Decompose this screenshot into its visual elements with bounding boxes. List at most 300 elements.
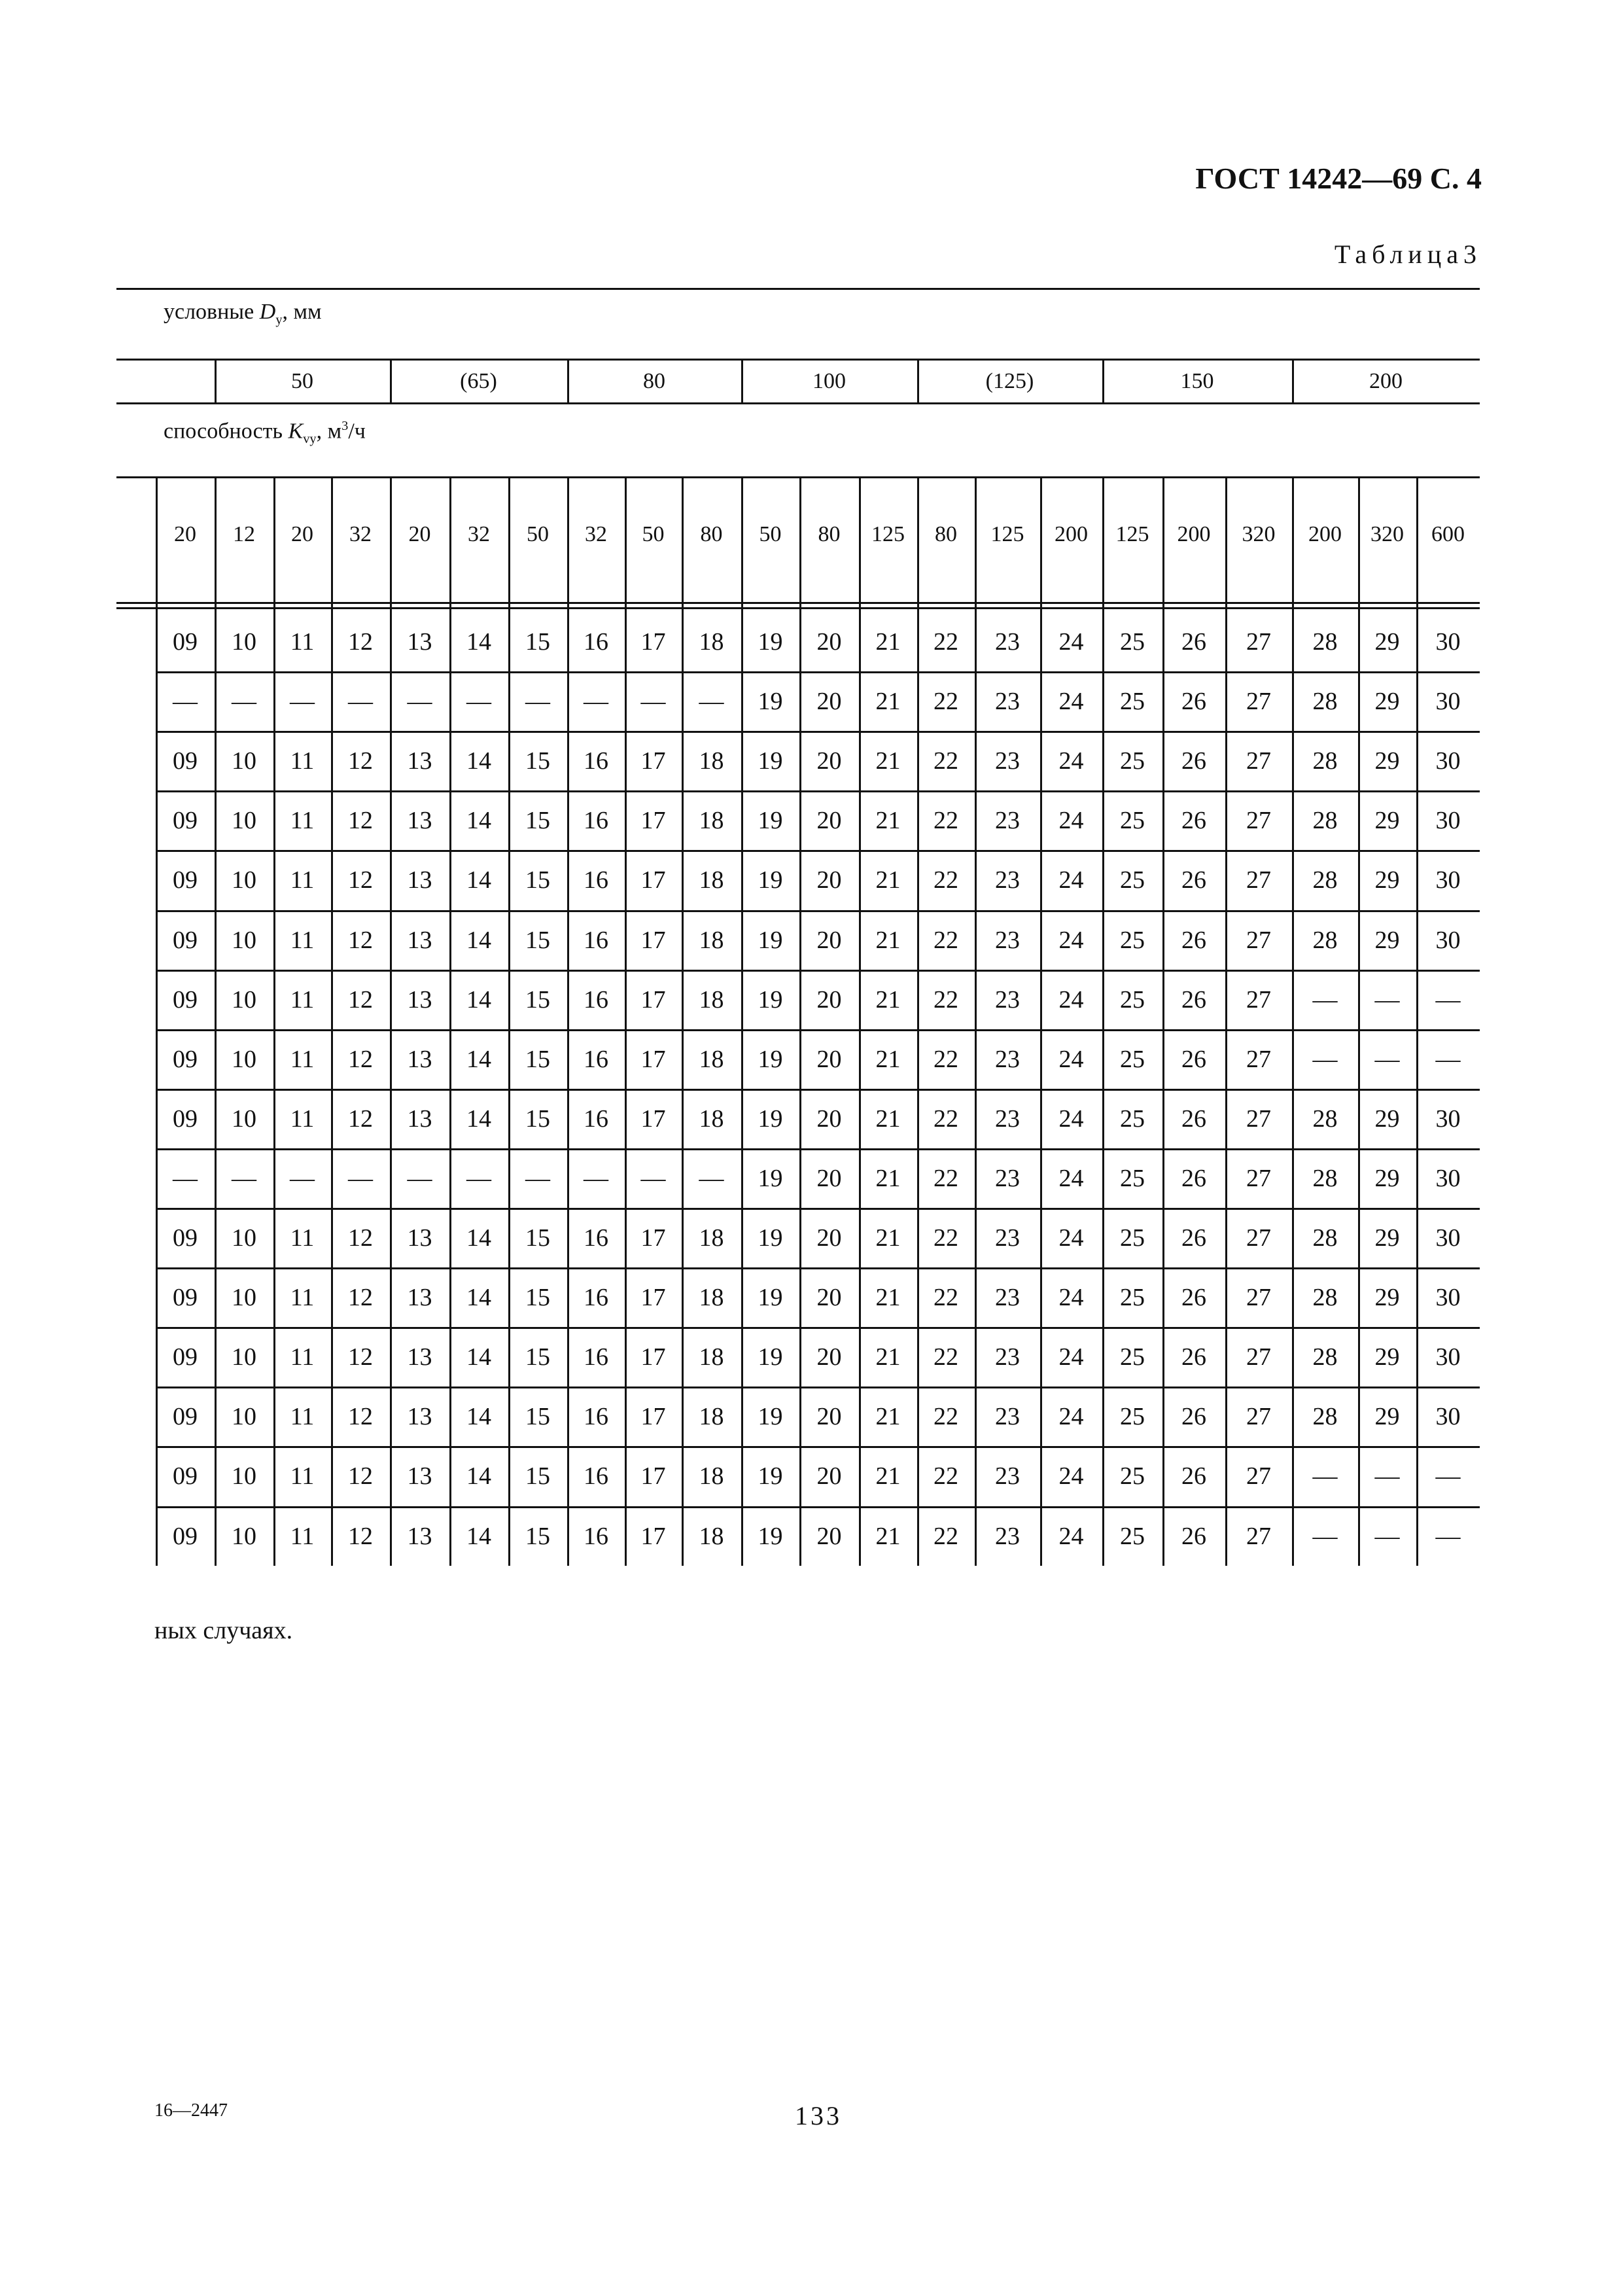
table-cell: 25	[1120, 985, 1145, 1014]
table-cell: 25	[1120, 1343, 1145, 1371]
table-cell: —	[1435, 1045, 1461, 1073]
table-cell: 11	[290, 1045, 315, 1073]
table-cell: —	[232, 1164, 256, 1192]
table-cell: 22	[934, 1462, 958, 1491]
table-cell: 29	[1374, 1403, 1400, 1431]
table-cell: 20	[816, 688, 842, 716]
table-cell: 15	[525, 926, 550, 954]
table-cell: 27	[1246, 985, 1271, 1014]
table-cell: —	[173, 688, 198, 716]
table-cell: 30	[1435, 1104, 1461, 1133]
table-cell: 26	[1181, 926, 1206, 954]
table-cell: 14	[466, 1343, 491, 1371]
table-cell: —	[1312, 1462, 1338, 1491]
dy-group-bottom-rule	[116, 402, 1480, 404]
table-cell: 25	[1120, 866, 1145, 894]
table-cell: 14	[466, 926, 491, 954]
table-cell: 10	[232, 866, 256, 894]
table-cell: 25	[1120, 1462, 1145, 1491]
table-cell: 22	[934, 1164, 958, 1192]
table-cell: 24	[1058, 926, 1084, 954]
table-cell: 10	[232, 807, 256, 835]
table-cell: 28	[1312, 807, 1338, 835]
dy-unit: , мм	[282, 300, 322, 324]
table-cell: —	[584, 688, 608, 716]
table-cell: 16	[584, 985, 608, 1014]
dy-group-value: 80	[643, 369, 665, 393]
table-cell: 09	[173, 1284, 198, 1312]
table-cell: 15	[525, 807, 550, 835]
table-cell: 19	[758, 1462, 783, 1491]
table-cell: 20	[816, 628, 842, 656]
table-cell: 16	[584, 1224, 608, 1252]
row-divider	[156, 671, 1480, 673]
table-cell: 15	[525, 1224, 550, 1252]
table-cell: —	[232, 688, 256, 716]
table-cell: 27	[1246, 1343, 1271, 1371]
table-cell: 21	[875, 1343, 901, 1371]
kvy-symbol: K	[288, 419, 304, 444]
header-bottom-rule	[116, 602, 1480, 604]
table-cell: 13	[407, 807, 432, 835]
kvy-column-value: 600	[1431, 522, 1465, 546]
kvy-column-value: 125	[1115, 522, 1149, 546]
table-cell: 14	[466, 628, 491, 656]
kvy-column-value: 20	[291, 522, 313, 546]
table-cell: 29	[1374, 688, 1400, 716]
table-cell: —	[1312, 1522, 1338, 1550]
table-cell: —	[407, 1164, 432, 1192]
kvy-column-value: 200	[1055, 522, 1088, 546]
page-number: 133	[795, 2101, 842, 2130]
table-cell: 30	[1435, 1224, 1461, 1252]
table-cell: 30	[1435, 807, 1461, 835]
table-cell: 25	[1120, 807, 1145, 835]
table-cell: 09	[173, 1343, 198, 1371]
table-cell: 24	[1058, 1284, 1084, 1312]
table-cell: —	[290, 688, 315, 716]
table-cell: 26	[1181, 866, 1206, 894]
table-cell: 15	[525, 1104, 550, 1133]
dy-caption-bottom-rule	[116, 359, 1480, 361]
table-cell: 25	[1120, 688, 1145, 716]
table-cell: 29	[1374, 628, 1400, 656]
table-cell: —	[1374, 1045, 1400, 1073]
table-cell: 19	[758, 985, 783, 1014]
table-cell: 27	[1246, 747, 1271, 775]
table-cell: 22	[934, 1403, 958, 1431]
table-cell: —	[699, 688, 724, 716]
table-cell: 12	[348, 1522, 373, 1550]
table-cell: 22	[934, 747, 958, 775]
table-cell: 26	[1181, 1343, 1206, 1371]
table-cell: 19	[758, 1343, 783, 1371]
row-divider	[156, 1208, 1480, 1210]
header-double-rule	[116, 607, 1480, 609]
table-cell: 28	[1312, 866, 1338, 894]
table-cell: —	[1435, 985, 1461, 1014]
table-cell: 12	[348, 1224, 373, 1252]
table-cell: 12	[348, 926, 373, 954]
table-cell: 20	[816, 1403, 842, 1431]
table-cell: 09	[173, 1104, 198, 1133]
table-cell: 10	[232, 1045, 256, 1073]
row-divider	[156, 850, 1480, 852]
table-cell: 13	[407, 1224, 432, 1252]
table-cell: 09	[173, 628, 198, 656]
table-cell: 21	[875, 1403, 901, 1431]
table-cell: 23	[995, 926, 1020, 954]
table-cell: 21	[875, 688, 901, 716]
table-cell: 23	[995, 1343, 1020, 1371]
table-cell: 24	[1058, 1164, 1084, 1192]
table-cell: 16	[584, 807, 608, 835]
table-cell: 19	[758, 628, 783, 656]
table-cell: 12	[348, 747, 373, 775]
table-cell: —	[640, 1164, 666, 1192]
table-cell: 20	[816, 985, 842, 1014]
table-cell: 18	[699, 866, 724, 894]
table-cell: 10	[232, 1343, 256, 1371]
table-cell: 10	[232, 1522, 256, 1550]
table-cell: 23	[995, 1462, 1020, 1491]
table-cell: 25	[1120, 1164, 1145, 1192]
table-cell: 16	[584, 1403, 608, 1431]
table-cell: 20	[816, 1164, 842, 1192]
table-cell: 18	[699, 985, 724, 1014]
table-cell: 12	[348, 1284, 373, 1312]
table-cell: 20	[816, 1522, 842, 1550]
kvy-column-value: 320	[1370, 522, 1404, 546]
table-cell: 30	[1435, 688, 1461, 716]
kvy-superscript: 3	[341, 419, 349, 433]
table-cell: —	[173, 1164, 198, 1192]
table-cell: 17	[640, 1343, 666, 1371]
table-cell: 25	[1120, 747, 1145, 775]
table-cell: 19	[758, 1403, 783, 1431]
table-cell: 14	[466, 1224, 491, 1252]
row-divider	[156, 1506, 1480, 1508]
table-cell: 29	[1374, 1284, 1400, 1312]
table-cell: 22	[934, 1522, 958, 1550]
table-cell: 28	[1312, 1284, 1338, 1312]
table-cell: 27	[1246, 1284, 1271, 1312]
table-cell: 09	[173, 1462, 198, 1491]
table-cell: 24	[1058, 747, 1084, 775]
table-cell: 09	[173, 1224, 198, 1252]
table-cell: 21	[875, 1164, 901, 1192]
table-cell: 21	[875, 747, 901, 775]
table-cell: 12	[348, 807, 373, 835]
table-cell: 28	[1312, 1224, 1338, 1252]
table-cell: —	[584, 1164, 608, 1192]
row-divider	[156, 910, 1480, 912]
dy-subscript: у	[275, 312, 283, 327]
table-cell: 28	[1312, 1104, 1338, 1133]
table-cell: 17	[640, 1284, 666, 1312]
table-cell: —	[1312, 985, 1338, 1014]
table-cell: 21	[875, 1104, 901, 1133]
table-cell: 29	[1374, 866, 1400, 894]
table-cell: 16	[584, 1522, 608, 1550]
row-divider	[156, 790, 1480, 792]
table-cell: 14	[466, 1045, 491, 1073]
table-cell: —	[525, 1164, 550, 1192]
table-cell: 22	[934, 985, 958, 1014]
dy-symbol: D	[259, 300, 276, 324]
table-cell: 16	[584, 866, 608, 894]
table-cell: 23	[995, 1224, 1020, 1252]
table-cell: 19	[758, 747, 783, 775]
table-cell: 18	[699, 1522, 724, 1550]
kvy-column-value: 32	[585, 522, 607, 546]
table-cell: 09	[173, 1522, 198, 1550]
table-cell: 25	[1120, 1104, 1145, 1133]
row-divider	[156, 1446, 1480, 1448]
table-cell: 11	[290, 1343, 315, 1371]
table-cell: —	[348, 688, 373, 716]
table-cell: 20	[816, 1284, 842, 1312]
table-cell: 27	[1246, 1224, 1271, 1252]
table-cell: 16	[584, 628, 608, 656]
kvy-caption	[164, 419, 366, 447]
table-cell: 25	[1120, 1522, 1145, 1550]
table-cell: 17	[640, 985, 666, 1014]
table-cell: 12	[348, 1403, 373, 1431]
table-cell: 11	[290, 1224, 315, 1252]
table-cell: 13	[407, 1462, 432, 1491]
table-cell: 27	[1246, 688, 1271, 716]
table-cell: 24	[1058, 1462, 1084, 1491]
table-cell: 30	[1435, 1284, 1461, 1312]
table-cell: —	[1312, 1045, 1338, 1073]
table-cell: —	[466, 1164, 491, 1192]
table-cell: 20	[816, 926, 842, 954]
table-cell: 21	[875, 628, 901, 656]
table-cell: 11	[290, 1522, 315, 1550]
table-cell: 24	[1058, 688, 1084, 716]
table-cell: 26	[1181, 985, 1206, 1014]
kvy-caption-bottom-rule	[116, 476, 1480, 478]
kvy-unit: , м	[316, 419, 342, 444]
kvy-column-value: 50	[642, 522, 665, 546]
table-cell: 20	[816, 747, 842, 775]
kvy-column-value: 20	[408, 522, 431, 546]
table-cell: 22	[934, 1104, 958, 1133]
table-cell: 10	[232, 1403, 256, 1431]
table-cell: 20	[816, 866, 842, 894]
table-cell: 18	[699, 1462, 724, 1491]
table-cell: 25	[1120, 628, 1145, 656]
table-cell: 23	[995, 1284, 1020, 1312]
table-cell: 12	[348, 985, 373, 1014]
table-cell: 22	[934, 807, 958, 835]
table-cell: 17	[640, 1462, 666, 1491]
table-cell: 09	[173, 747, 198, 775]
table-cell: 16	[584, 926, 608, 954]
table-cell: 12	[348, 1462, 373, 1491]
table-cell: 09	[173, 1045, 198, 1073]
table-cell: 28	[1312, 1403, 1338, 1431]
table-cell: 27	[1246, 807, 1271, 835]
table-cell: 29	[1374, 747, 1400, 775]
table-cell: 18	[699, 1284, 724, 1312]
table-cell: 13	[407, 1343, 432, 1371]
table-cell: 30	[1435, 1403, 1461, 1431]
table-cell: 26	[1181, 1045, 1206, 1073]
table-cell: 26	[1181, 747, 1206, 775]
table-cell: 30	[1435, 747, 1461, 775]
table-cell: 20	[816, 1343, 842, 1371]
row-divider	[156, 970, 1480, 972]
table-cell: 23	[995, 1403, 1020, 1431]
table-cell: 20	[816, 1104, 842, 1133]
table-cell: 27	[1246, 926, 1271, 954]
table-cell: 15	[525, 747, 550, 775]
dy-group-value: 50	[291, 369, 313, 393]
table-cell: 24	[1058, 1403, 1084, 1431]
table-cell: 26	[1181, 1522, 1206, 1550]
table-cell: 14	[466, 1462, 491, 1491]
table-cell: 23	[995, 1104, 1020, 1133]
table-cell: 11	[290, 1284, 315, 1312]
table-cell: 15	[525, 1284, 550, 1312]
table-cell: 19	[758, 1164, 783, 1192]
dy-group-value: (65)	[460, 369, 497, 393]
table-cell: 12	[348, 1343, 373, 1371]
table-cell: 26	[1181, 1164, 1206, 1192]
table-cell: 15	[525, 1343, 550, 1371]
table-cell: —	[525, 688, 550, 716]
table-cell: 24	[1058, 1522, 1084, 1550]
table-cell: 28	[1312, 747, 1338, 775]
table-cell: 17	[640, 866, 666, 894]
table-cell: 25	[1120, 1224, 1145, 1252]
table-cell: —	[1374, 985, 1400, 1014]
table-cell: 20	[816, 1224, 842, 1252]
table-cell: 21	[875, 1462, 901, 1491]
table-cell: 12	[348, 866, 373, 894]
table-cell: 24	[1058, 866, 1084, 894]
table-cell: 17	[640, 1403, 666, 1431]
table-cell: 20	[816, 1462, 842, 1491]
table-cell: 29	[1374, 807, 1400, 835]
table-cell: 09	[173, 926, 198, 954]
table-cell: 13	[407, 926, 432, 954]
table-cell: 23	[995, 866, 1020, 894]
table-cell: 25	[1120, 1403, 1145, 1431]
row-divider	[156, 1327, 1480, 1329]
table-cell: 27	[1246, 1462, 1271, 1491]
table-cell: —	[1374, 1462, 1400, 1491]
table-cell: 23	[995, 628, 1020, 656]
table-cell: 21	[875, 985, 901, 1014]
table-cell: 26	[1181, 628, 1206, 656]
table-cell: 22	[934, 1343, 958, 1371]
table-cell: 09	[173, 866, 198, 894]
table-cell: 15	[525, 628, 550, 656]
table-cell: 19	[758, 1224, 783, 1252]
table-cell: 26	[1181, 688, 1206, 716]
table-cell: 14	[466, 1522, 491, 1550]
kvy-column-value: 200	[1308, 522, 1342, 546]
table-number-label: Таблица3	[1334, 239, 1482, 269]
table-cell: 23	[995, 1164, 1020, 1192]
table-cell: 19	[758, 1522, 783, 1550]
row-divider	[156, 1386, 1480, 1388]
table-cell: 13	[407, 1284, 432, 1312]
kvy-caption-label: способность	[164, 419, 288, 444]
table-cell: 10	[232, 1284, 256, 1312]
footer-print-code: 16—2447	[154, 2100, 228, 2121]
table-cell: 10	[232, 747, 256, 775]
kvy-subscript: vy	[303, 432, 317, 447]
table-cell: 16	[584, 1462, 608, 1491]
table-cell: 29	[1374, 1164, 1400, 1192]
table-cell: 10	[232, 628, 256, 656]
table-cell: 17	[640, 1522, 666, 1550]
table-cell: 23	[995, 985, 1020, 1014]
table-cell: 15	[525, 1522, 550, 1550]
kvy-column-value: 50	[527, 522, 549, 546]
table-cell: 17	[640, 1104, 666, 1133]
table-cell: 23	[995, 1522, 1020, 1550]
table-cell: 25	[1120, 926, 1145, 954]
table-cell: 18	[699, 926, 724, 954]
table-cell: 10	[232, 985, 256, 1014]
table-cell: 24	[1058, 1104, 1084, 1133]
row-divider	[156, 1267, 1480, 1269]
table-cell: 27	[1246, 628, 1271, 656]
table-cell: 28	[1312, 1164, 1338, 1192]
table-cell: 30	[1435, 1164, 1461, 1192]
table-cell: 11	[290, 1104, 315, 1133]
table-cell: 14	[466, 1284, 491, 1312]
table-cell: 11	[290, 866, 315, 894]
table-cell: 14	[466, 747, 491, 775]
table-cell: 17	[640, 807, 666, 835]
kvy-column-value: 50	[759, 522, 782, 546]
table-cell: 27	[1246, 1104, 1271, 1133]
kvy-column-value: 80	[700, 522, 723, 546]
table-cell: 13	[407, 866, 432, 894]
table-cell: 20	[816, 807, 842, 835]
table-cell: 30	[1435, 926, 1461, 954]
table-cell: 15	[525, 985, 550, 1014]
dy-group-value: 150	[1180, 369, 1214, 393]
table-cell: 23	[995, 688, 1020, 716]
table-cell: 09	[173, 1403, 198, 1431]
table-cell: 16	[584, 1343, 608, 1371]
table-cell: 20	[816, 1045, 842, 1073]
table-cell: 28	[1312, 1343, 1338, 1371]
table-cell: 10	[232, 1224, 256, 1252]
table-cell: 11	[290, 747, 315, 775]
table-cell: 18	[699, 807, 724, 835]
table-cell: 10	[232, 926, 256, 954]
table-cell: 18	[699, 1224, 724, 1252]
table-cell: 26	[1181, 1462, 1206, 1491]
table-cell: 23	[995, 747, 1020, 775]
table-cell: 12	[348, 628, 373, 656]
table-cell: 26	[1181, 1403, 1206, 1431]
table-cell: 30	[1435, 1343, 1461, 1371]
table-cell: 15	[525, 866, 550, 894]
kvy-column-value: 80	[818, 522, 841, 546]
table-cell: 12	[348, 1045, 373, 1073]
row-divider	[156, 1148, 1480, 1150]
kvy-column-value: 200	[1177, 522, 1211, 546]
